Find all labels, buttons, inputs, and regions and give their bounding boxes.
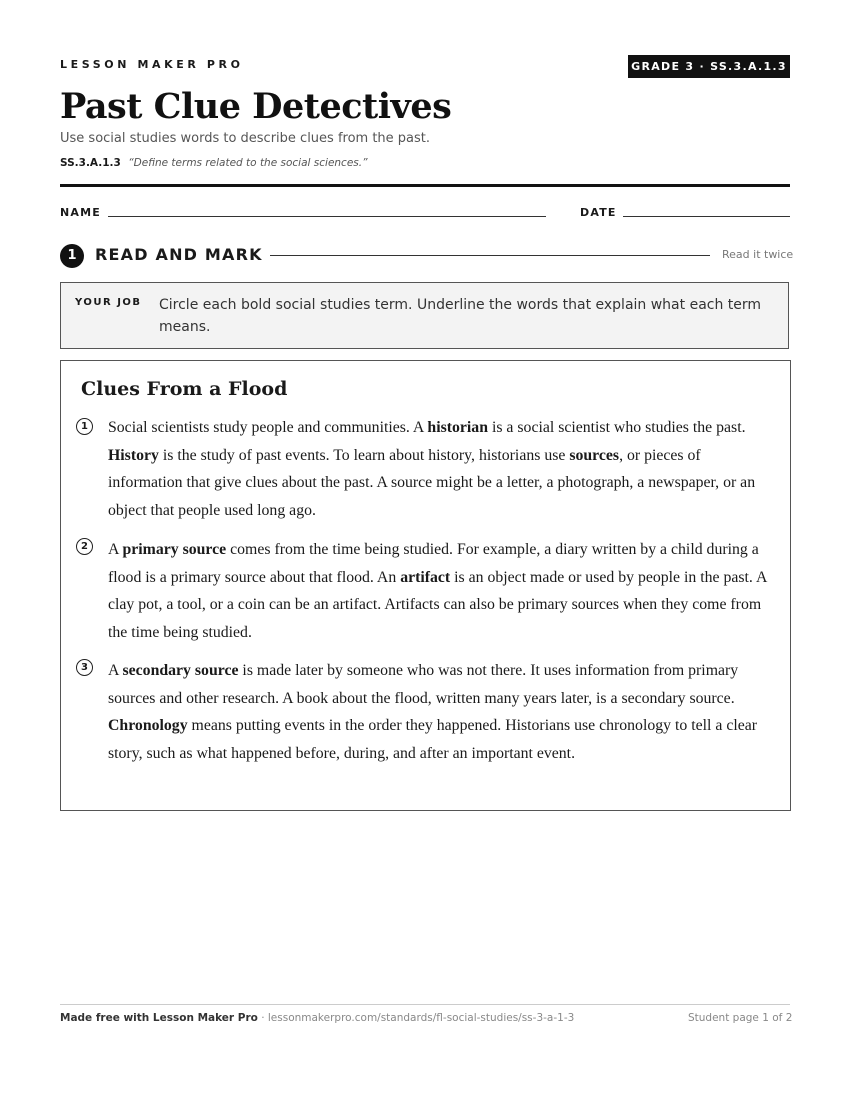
section-number-badge: 1: [60, 244, 84, 268]
footer-divider: [60, 1004, 790, 1005]
paragraph-1: [108, 414, 768, 524]
job-label: YOUR JOB: [75, 297, 142, 308]
grade-badge: GRADE 3 · SS.3.A.1.3: [628, 55, 790, 78]
paragraph-text: A: [108, 541, 123, 558]
standard-quote: “Define terms related to the social sciences.”: [128, 157, 368, 169]
date-label: DATE: [580, 206, 617, 219]
paragraph-text: Social scientists study people and communities. A: [108, 419, 428, 436]
page-subtitle: Use social studies words to describe clues from the past.: [60, 131, 431, 146]
section-title: READ AND MARK: [95, 245, 263, 264]
paragraph-text: is a social scientist who studies the past.: [488, 419, 746, 436]
paragraph-3: [108, 657, 768, 767]
key-term: sources: [569, 446, 620, 464]
footer-separator: ·: [257, 1012, 268, 1024]
standard-code: SS.3.A.1.3: [60, 157, 121, 169]
name-label: NAME: [60, 206, 101, 219]
name-field-line[interactable]: [108, 216, 546, 217]
footer-page-number: Student page 1 of 2: [688, 1012, 793, 1024]
paragraph-text: comes from the time being studied. For example, a diary written by a child during a flood is a primary source about that flood. An: [108, 541, 759, 586]
job-instructions: Circle each bold social studies term. Underline the words that explain what each term means.: [159, 297, 762, 335]
paragraph-2: [108, 536, 768, 646]
key-term: secondary source: [122, 662, 239, 679]
brand-name: LESSON MAKER PRO: [60, 58, 244, 71]
paragraph-text: is an object made or used by people in the past. A clay pot, a tool, or a coin can be an artifact. Artifacts can also be primary sources when they come from the time being studied.: [108, 568, 767, 641]
paragraph-text: is made later by someone who was not there. It uses information from primary sources and other research. A book about the flood, written many years later, is a secondary source.: [108, 662, 739, 707]
paragraph-text: A: [108, 662, 123, 679]
key-term: historian: [427, 419, 488, 436]
section-divider: [270, 255, 710, 256]
paragraph-text: , or pieces of information that give clues about the past. A source might be a letter, a photograph, a newspaper, or an object that people used long ago.: [108, 446, 756, 519]
paragraph-text: is the study of past events. To learn about history, historians use: [158, 446, 570, 464]
section-hint: Read it twice: [722, 248, 794, 261]
footer-credit: [60, 1012, 574, 1024]
paragraph-number-1: 1: [76, 418, 93, 435]
paragraph-text: means putting events in the order they happened. Historians use chronology to tell a clear story, such as what happened before, during, and after an important event.: [108, 717, 757, 762]
key-term: primary source: [122, 541, 227, 558]
key-term: artifact: [400, 568, 451, 586]
reading-title: Clues From a Flood: [81, 378, 288, 400]
page-title: Past Clue Detectives: [60, 86, 452, 127]
key-term: History: [108, 446, 159, 464]
standard-line: [60, 157, 368, 169]
footer-url[interactable]: lessonmakerpro.com/standards/fl-social-studies/ss-3-a-1-3: [267, 1012, 575, 1024]
footer-made-with: Made free with Lesson Maker Pro: [60, 1012, 258, 1024]
header-divider: [60, 184, 790, 187]
date-field-line[interactable]: [623, 216, 790, 217]
paragraph-number-2: 2: [76, 538, 93, 555]
paragraph-number-3: 3: [76, 659, 93, 676]
key-term: Chronology: [108, 717, 188, 734]
